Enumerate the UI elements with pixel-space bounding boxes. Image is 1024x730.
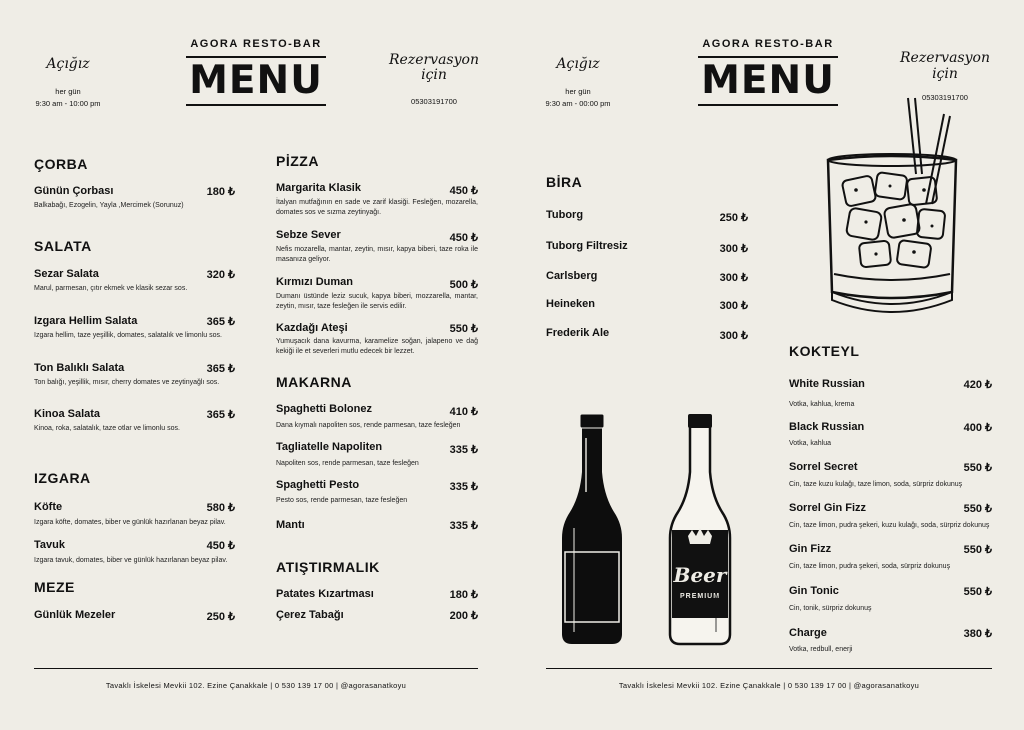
menu-item-price: 380 ₺ (963, 628, 992, 640)
menu-item-desc: Ton balığı, yeşillik, mısır, cherry domates ve zeytinyağlı sos. (34, 379, 220, 386)
menu-item-desc: Izgara hellim, taze yeşillik, domates, salatalık ve limonlu sos. (34, 332, 222, 339)
brand-name: AGORA RESTO-BAR (190, 38, 322, 50)
menu-item-name: Spaghetti Pesto (276, 479, 360, 491)
reservation-script: Rezervasyon (900, 50, 990, 66)
menu-item-name: Izgara Hellim Salata (34, 315, 138, 327)
menu-item-price: 450 ₺ (449, 232, 478, 244)
menu-item-name: Kazdağı Ateşi (276, 322, 348, 334)
footer-text: Tavaklı İskelesi Mevkii 102. Ezine Çanakkale | 0 530 139 17 00 | @agorasanatkoyu (105, 681, 407, 690)
menu-item-desc: Pesto sos, rende parmesan, taze fesleğen (276, 497, 408, 504)
menu-item-price: 550 ₺ (963, 544, 992, 556)
menu-item-name: Margarita Klasik (276, 182, 361, 194)
menu-item-name: Ton Balıklı Salata (34, 362, 125, 374)
footer-divider (34, 668, 478, 669)
menu-item-price: 365 ₺ (206, 409, 235, 421)
reservation-phone: 05303191700 (922, 93, 968, 102)
section-title-meze: MEZE (34, 579, 75, 595)
reservation-script-2: için (421, 67, 447, 83)
menu-item-desc: Votka, redbull, enerji (789, 646, 853, 653)
section-title-salata: SALATA (34, 238, 92, 254)
beer-label: Beer (673, 563, 727, 587)
menu-item-name: Heineken (546, 298, 595, 310)
menu-item-desc: Marul, parmesan, çıtır ekmek ve klasik sezar sos. (34, 285, 188, 292)
menu-item-desc: Nefis mozarella, mantar, zeytin, mısır, kapya biberi, taze roka ile masanıza geliyor. (276, 246, 478, 263)
menu-item-desc: Dumanı üstünde leziz sucuk, kapya biberi, mozzarella, mantar, zeytin, mısır, taze fesleğen ile servis edilir. (276, 293, 478, 310)
open-hours: 9:30 am - 10:00 pm (35, 99, 101, 108)
menu-item-desc: Cin, taze limon, pudra şekeri, kuzu kulağı, soda, sürpriz dokunuş (789, 522, 990, 529)
dark-beer-bottle-icon (560, 412, 624, 648)
section-title-pizza: PİZZA (276, 153, 319, 169)
section-title-makarna: MAKARNA (276, 374, 352, 390)
open-days: her gün (55, 87, 81, 96)
menu-item-desc: Balkabağı, Ezogelin, Yayla ,Mercimek (Sorunuz) (34, 202, 184, 209)
brand-name: AGORA RESTO-BAR (702, 38, 834, 50)
menu-item-name: Sorrel Gin Fizz (789, 502, 867, 514)
open-script: Açığız (46, 56, 90, 72)
section-title-izgara: IZGARA (34, 470, 91, 486)
menu-item-name: Çerez Tabağı (276, 609, 344, 621)
menu-item-name: White Russian (789, 378, 865, 390)
menu-item-name: Patates Kızartması (276, 588, 374, 600)
menu-item-name: Tuborg (546, 209, 584, 221)
menu-item-desc: Votka, kahlua (789, 440, 832, 447)
menu-item-name: Kırmızı Duman (276, 276, 354, 288)
menu-item-desc: Cin, taze kuzu kulağı, taze limon, soda, sürpriz dokunuş (789, 481, 963, 488)
right-menu-page (512, 0, 1024, 730)
menu-item-price: 180 ₺ (449, 589, 478, 601)
divider (186, 104, 326, 106)
menu-item-price: 300 ₺ (719, 243, 748, 255)
menu-item-desc: Votka, kahlua, krema (789, 401, 855, 408)
menu-item-price: 335 ₺ (449, 444, 478, 456)
menu-item-price: 450 ₺ (449, 185, 478, 197)
reservation-phone: 05303191700 (411, 97, 457, 106)
menu-item-desc: Dana kıymalı napoliten sos, rende parmesan, taze fesleğen (276, 422, 461, 429)
section-title-corba: ÇORBA (34, 156, 88, 172)
menu-item-price: 180 ₺ (206, 186, 235, 198)
menu-item-name: Black Russian (789, 421, 865, 433)
reservation-script-2: için (932, 66, 958, 82)
menu-item-name: Tavuk (34, 539, 65, 551)
divider (698, 104, 838, 106)
menu-item-name: Spaghetti Bolonez (276, 403, 372, 415)
reservation-script: Rezervasyon (389, 52, 479, 68)
menu-item-price: 550 ₺ (963, 586, 992, 598)
menu-item-price: 550 ₺ (963, 503, 992, 515)
menu-item-name: Mantı (276, 519, 305, 531)
menu-item-name: Tagliatelle Napoliten (276, 441, 383, 453)
menu-title: MENU (701, 58, 835, 103)
menu-item-price: 500 ₺ (449, 279, 478, 291)
menu-item-name: Carlsberg (546, 270, 598, 282)
menu-item-price: 300 ₺ (719, 330, 748, 342)
menu-item-desc: Yumuşacık dana kavurma, karamelize soğan, jalapeno ve dağ kekiği ile et severleri mutlu edecek bir lezzet. (276, 338, 478, 355)
menu-item-price: 580 ₺ (206, 502, 235, 514)
open-script: Açığız (556, 56, 600, 72)
menu-item-name: Gin Fizz (789, 543, 832, 555)
menu-item-price: 550 ₺ (449, 323, 478, 335)
menu-item-name: Frederik Ale (546, 327, 610, 339)
menu-item-price: 335 ₺ (449, 520, 478, 532)
menu-item-price: 400 ₺ (963, 422, 992, 434)
menu-item-price: 550 ₺ (963, 462, 992, 474)
menu-item-price: 300 ₺ (719, 272, 748, 284)
menu-item-price: 365 ₺ (206, 363, 235, 375)
menu-item-desc: İtalyan mutfağının en sade ve zarif klasiği. Fesleğen, mozarella, domates sos ve sızma zeytinyağı. (276, 199, 478, 216)
menu-item-name: Sebze Sever (276, 229, 341, 241)
menu-item-price: 300 ₺ (719, 300, 748, 312)
section-title-atistirmalik: ATIŞTIRMALIK (276, 559, 380, 575)
menu-item-desc: Kinoa, roka, salatalık, taze otlar ve limonlu sos. (34, 425, 180, 432)
menu-item-price: 420 ₺ (963, 379, 992, 391)
menu-item-name: Gin Tonic (789, 585, 839, 597)
menu-item-desc: Izgara tavuk, domates, biber ve günlük hazırlanan beyaz pilav. (34, 557, 228, 564)
menu-item-price: 365 ₺ (206, 316, 235, 328)
menu-item-price: 250 ₺ (206, 611, 235, 623)
menu-item-name: Günlük Mezeler (34, 609, 116, 621)
menu-item-desc: Cin, tonik, sürpriz dokunuş (789, 605, 872, 612)
open-hours: 9:30 am - 00:00 pm (545, 99, 611, 108)
menu-item-name: Charge (789, 627, 827, 639)
menu-item-price: 450 ₺ (206, 540, 235, 552)
light-beer-bottle-icon (668, 412, 732, 648)
menu-item-name: Köfte (34, 501, 63, 513)
menu-item-name: Günün Çorbası (34, 185, 114, 197)
menu-item-name: Tuborg Filtresiz (546, 240, 628, 252)
menu-item-desc: Cin, taze limon, pudra şekeri, soda, sürpriz dokunuş (789, 563, 951, 570)
section-title-kokteyl: KOKTEYL (789, 343, 860, 359)
menu-item-name: Sorrel Secret (789, 461, 858, 473)
footer-divider (546, 668, 992, 669)
cocktail-glass-icon (820, 94, 964, 326)
menu-item-name: Sezar Salata (34, 268, 99, 280)
menu-title: MENU (189, 58, 323, 103)
menu-item-price: 335 ₺ (449, 481, 478, 493)
menu-item-price: 410 ₺ (449, 406, 478, 418)
beer-sublabel: PREMIUM (679, 593, 721, 600)
footer-text: Tavaklı İskelesi Mevkii 102. Ezine Çanakkale | 0 530 139 17 00 | @agorasanatkoyu (618, 681, 920, 690)
menu-item-price: 320 ₺ (206, 269, 235, 281)
menu-item-name: Kinoa Salata (34, 408, 101, 420)
open-days: her gün (565, 87, 591, 96)
menu-item-desc: Izgara köfte, domates, biber ve günlük hazırlanan beyaz pilav. (34, 519, 226, 526)
menu-item-desc: Napoliten sos, rende parmesan, taze fesleğen (276, 460, 419, 467)
menu-item-price: 250 ₺ (719, 212, 748, 224)
section-title-bira: BİRA (546, 174, 583, 190)
menu-item-price: 200 ₺ (449, 610, 478, 622)
